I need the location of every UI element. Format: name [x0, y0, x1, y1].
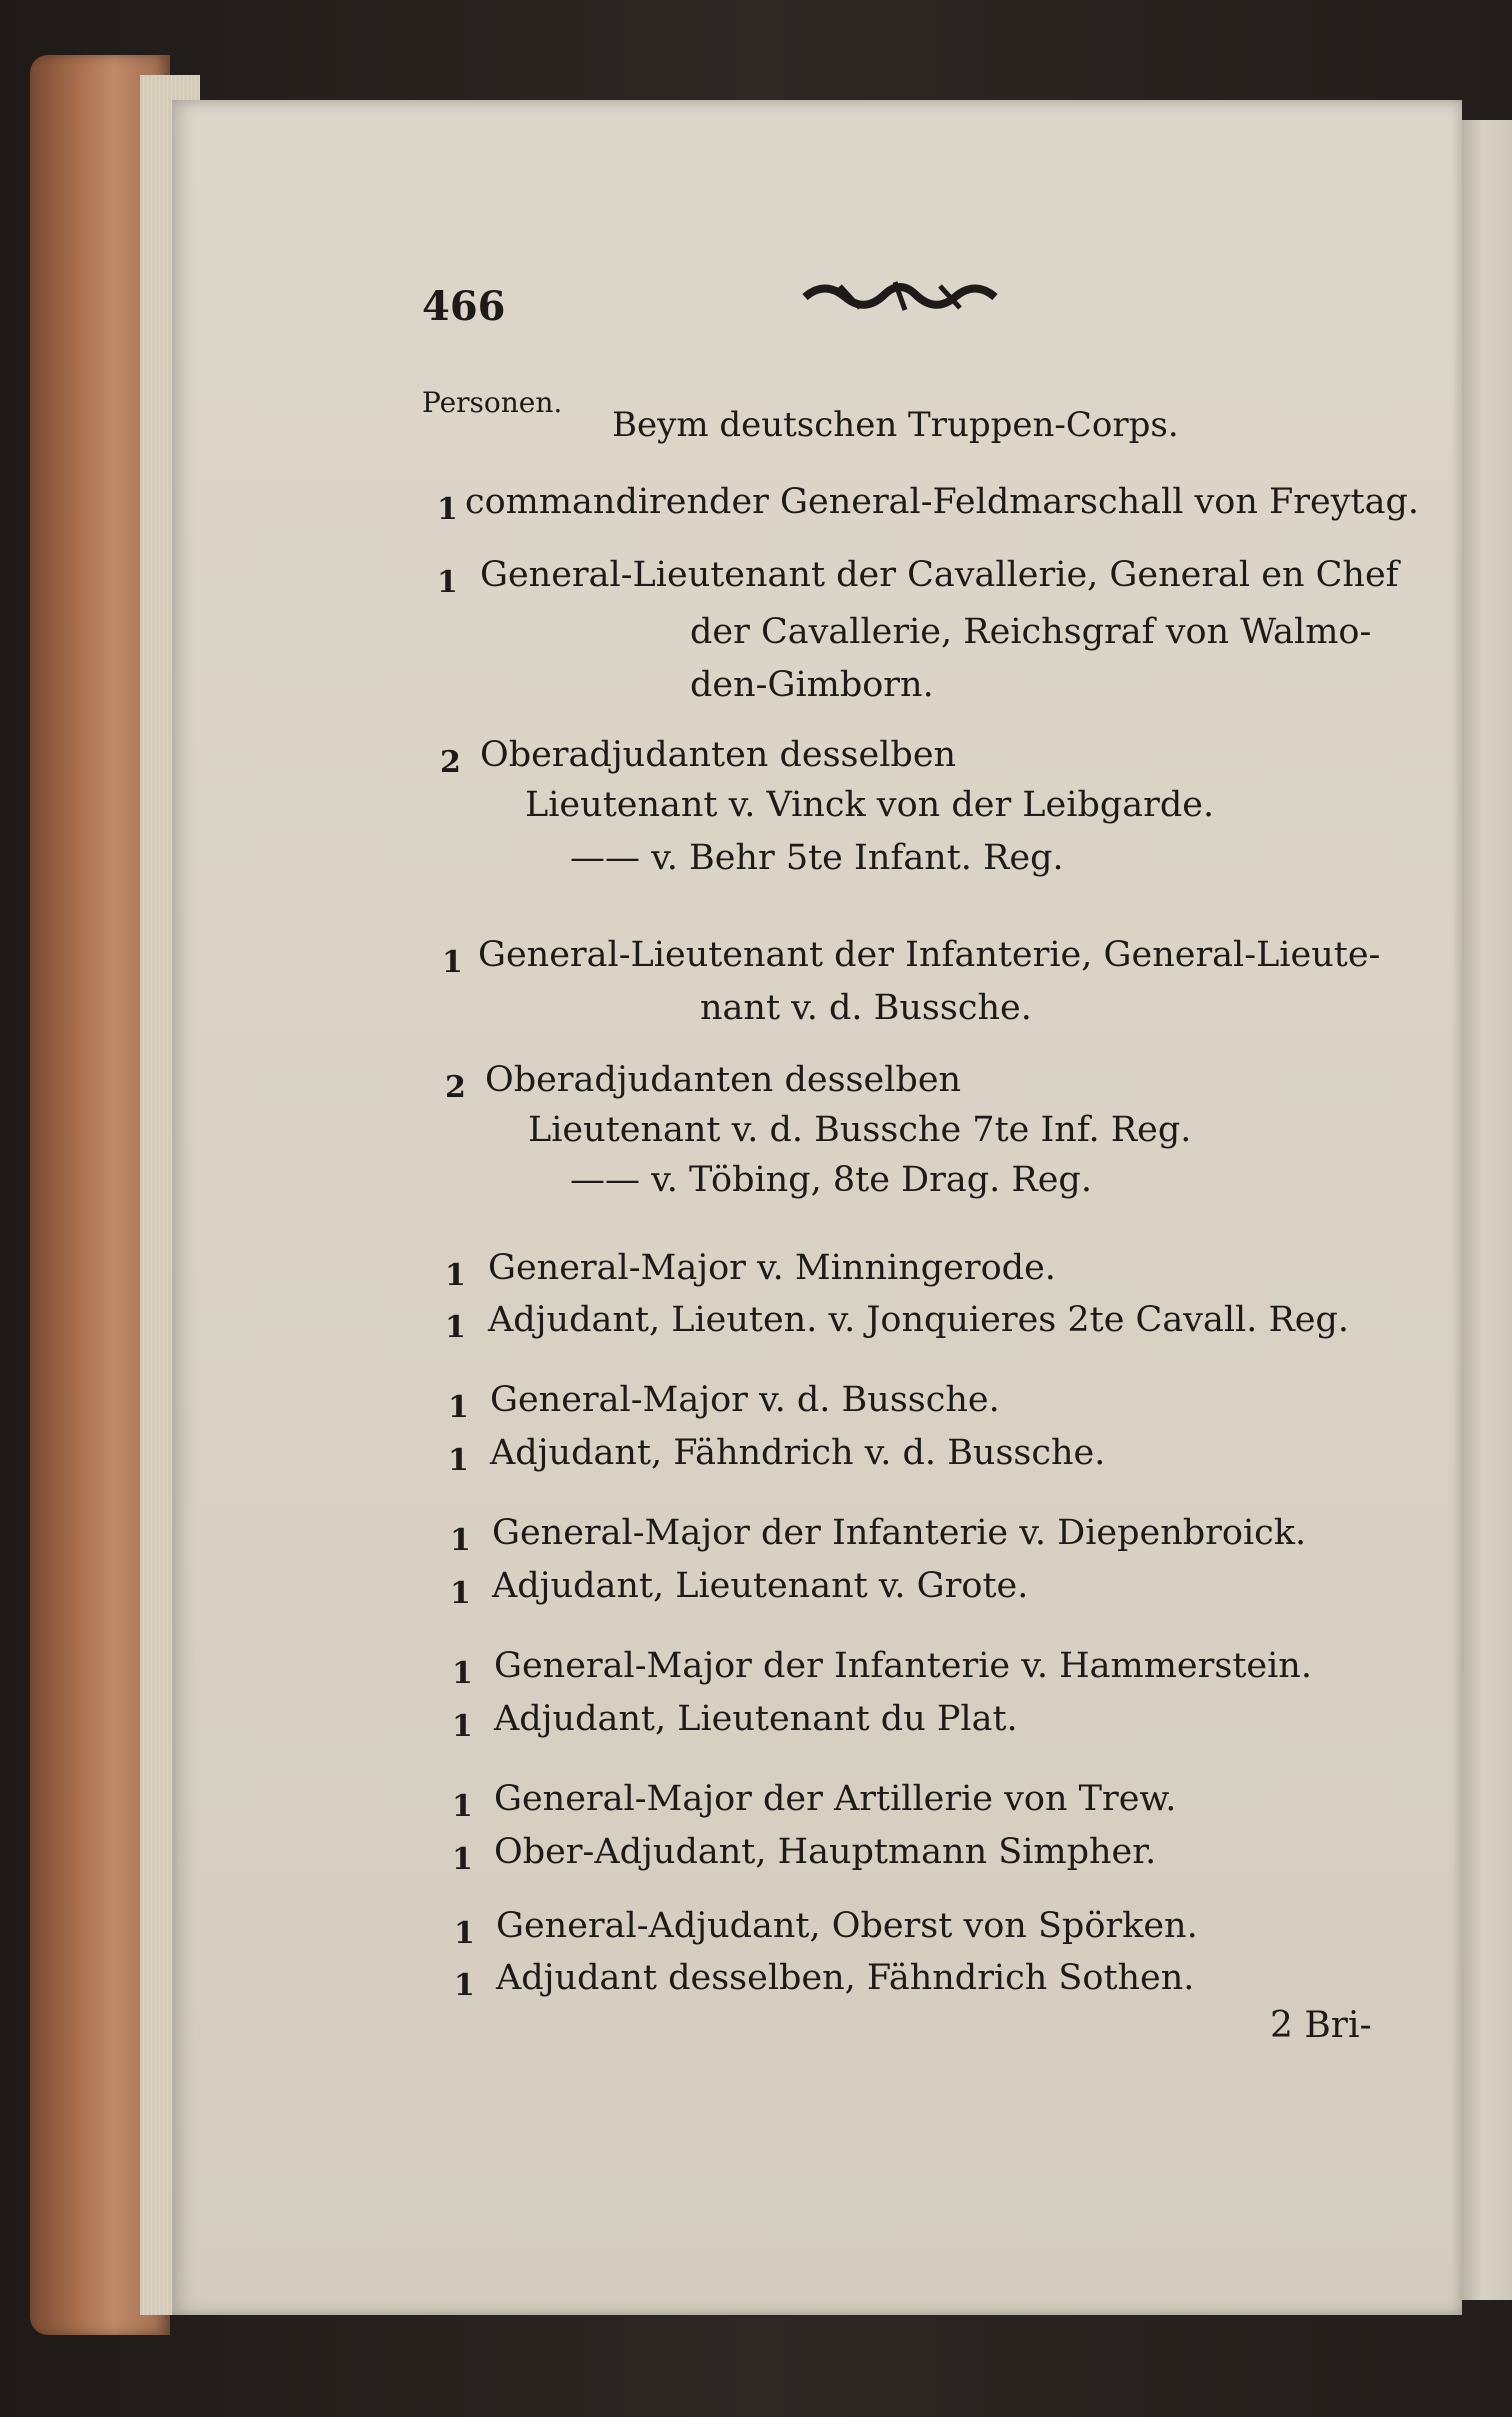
- catchword: 2 Bri-: [1270, 2005, 1372, 2046]
- entry-quantity: 1: [450, 1576, 471, 1611]
- entry-quantity: 1: [448, 1443, 469, 1478]
- section-heading: Beym deutschen Truppen-Corps.: [612, 405, 1179, 445]
- entry-line: General-Major der Infanterie v. Diepenbroick.: [492, 1513, 1307, 1553]
- entry-quantity: 1: [452, 1709, 473, 1744]
- entry-line: commandirender General-Feldmarschall von Freytag.: [465, 482, 1419, 522]
- entry-line: Adjudant, Fähndrich v. d. Bussche.: [490, 1433, 1106, 1473]
- entry-line: Adjudant, Lieutenant du Plat.: [494, 1699, 1018, 1739]
- entry-line: Adjudant desselben, Fähndrich Sothen.: [496, 1958, 1195, 1998]
- facing-page-edge: [1462, 120, 1512, 2300]
- entry-quantity: 1: [452, 1789, 473, 1824]
- printer-ornament: [800, 272, 1000, 322]
- entry-line: Adjudant, Lieuten. v. Jonquieres 2te Cavall. Reg.: [488, 1300, 1350, 1340]
- entry-line: General-Major der Infanterie v. Hammerstein.: [494, 1646, 1312, 1686]
- entry-quantity: 1: [445, 1258, 466, 1293]
- entry-line: General-Adjudant, Oberst von Spörken.: [496, 1906, 1198, 1946]
- entry-quantity: 1: [450, 1523, 471, 1558]
- entry-quantity: 1: [437, 565, 458, 600]
- entry-quantity: 1: [437, 492, 458, 527]
- entry-line-continued: der Cavallerie, Reichsgraf von Walmo-: [690, 612, 1372, 652]
- entry-quantity: 1: [452, 1656, 473, 1691]
- entry-line-continued: —— v. Töbing, 8te Drag. Reg.: [570, 1160, 1092, 1200]
- entry-line: General-Major v. d. Bussche.: [490, 1380, 1000, 1420]
- entry-line-continued: den-Gimborn.: [690, 665, 934, 705]
- entry-line: Ober-Adjudant, Hauptmann Simpher.: [494, 1832, 1157, 1872]
- entry-quantity: 2: [440, 745, 461, 780]
- entry-line: Oberadjudanten desselben: [480, 735, 957, 775]
- entry-line: General-Lieutenant der Infanterie, General-Lieute-: [478, 935, 1381, 975]
- page-number: 466: [422, 283, 506, 330]
- entry-line: General-Major v. Minningerode.: [488, 1248, 1056, 1288]
- entry-line-continued: Lieutenant v. d. Bussche 7te Inf. Reg.: [528, 1110, 1192, 1150]
- entry-line-continued: —— v. Behr 5te Infant. Reg.: [570, 838, 1064, 878]
- margin-label: Personen.: [422, 386, 563, 419]
- entry-line-continued: Lieutenant v. Vinck von der Leibgarde.: [525, 785, 1215, 825]
- entry-line: Oberadjudanten desselben: [485, 1060, 962, 1100]
- entry-quantity: 1: [448, 1390, 469, 1425]
- entry-quantity: 1: [454, 1968, 475, 2003]
- entry-quantity: 1: [452, 1842, 473, 1877]
- entry-line-continued: nant v. d. Bussche.: [700, 988, 1032, 1028]
- entry-quantity: 1: [442, 945, 463, 980]
- entry-line: General-Major der Artillerie von Trew.: [494, 1779, 1177, 1819]
- entry-quantity: 2: [445, 1070, 466, 1105]
- entry-quantity: 1: [445, 1310, 466, 1345]
- entry-quantity: 1: [454, 1916, 475, 1951]
- entry-line: Adjudant, Lieutenant v. Grote.: [492, 1566, 1029, 1606]
- entry-line: General-Lieutenant der Cavallerie, General en Chef: [480, 555, 1399, 595]
